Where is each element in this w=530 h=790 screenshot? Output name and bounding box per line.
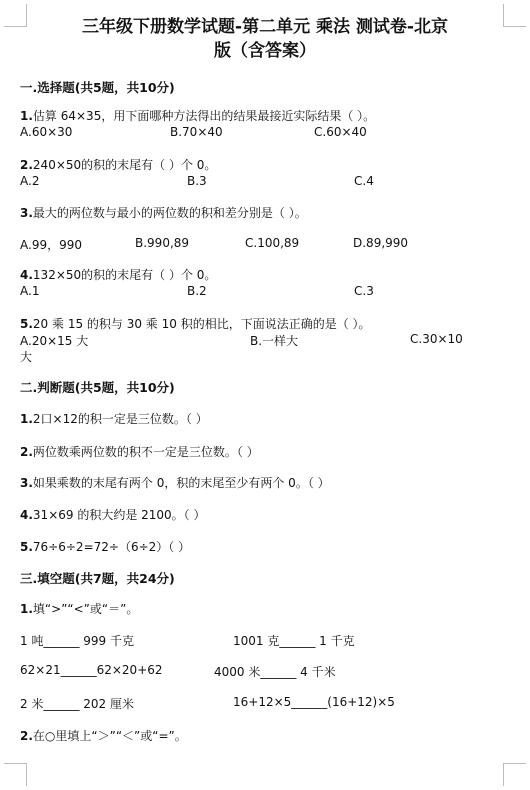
option-c: C.30×10 <box>410 332 463 346</box>
fill-in-item: 62×21______62×20+62 <box>20 663 163 677</box>
question-text: 3.如果乘数的末尾有两个 0，积的末尾至少有两个 0。（ ） <box>20 476 330 490</box>
question-text: 3.最大的两位数与最小的两位数的积和差分别是（ ）。 <box>20 206 307 220</box>
crop-mark-bottom-right <box>503 763 526 786</box>
option-c: C.100,89 <box>245 236 300 250</box>
fill-in-item: 1001 克______ 1 千克 <box>233 634 355 648</box>
fill-in-item: 16+12×5______(16+12)×5 <box>233 695 395 709</box>
question-text: 4.132×50的积的末尾有（ ）个 0。 <box>20 268 217 282</box>
option-a: A.99，990 <box>20 238 82 252</box>
option-d: D.89,990 <box>353 236 409 250</box>
option-b: B.一样大 <box>250 334 299 348</box>
page-title: 三年级下册数学试题-第二单元 乘法 测试卷-北京 <box>82 17 448 37</box>
question-text: 5.76÷6÷2=72÷（6÷2）（ ） <box>20 540 191 554</box>
crop-mark-bottom-left <box>4 763 27 786</box>
page-title-line2: 版（含答案） <box>214 41 316 61</box>
question-text: 2.两位数乘两位数的积不一定是三位数。（ ） <box>20 445 259 459</box>
option-a: A.1 <box>20 284 40 298</box>
fill-in-item: 1 吨______ 999 千克 <box>20 634 134 648</box>
question-text: 1.填“>”“<”或“＝”。 <box>20 602 139 616</box>
question-text: 1.估算 64×35，用下面哪种方法得出的结果最接近实际结果（ ）。 <box>20 109 376 123</box>
fill-in-item: 2 米______ 202 厘米 <box>20 697 134 711</box>
question-text: 5.20 乘 15 的积与 30 乘 10 积的相比，下面说法正确的是（ ）。 <box>20 317 371 331</box>
option-c-continued: 大 <box>20 350 33 364</box>
section-heading-fill-in: 三.填空题(共7题，共24分) <box>20 571 175 586</box>
option-c: C.3 <box>354 284 374 298</box>
question-text: 1.2口×12的积一定是三位数。（ ） <box>20 412 208 426</box>
option-c: C.60×40 <box>314 125 367 139</box>
question-text: 4.31×69 的积大约是 2100。（ ） <box>20 508 206 522</box>
option-a: A.2 <box>20 174 40 188</box>
option-a: A.20×15 大 <box>20 334 89 348</box>
option-b: B.2 <box>187 284 207 298</box>
option-b: B.3 <box>187 174 207 188</box>
section-heading-judgement: 二.判断题(共5题，共10分) <box>20 380 175 395</box>
question-text: 2.240×50的积的末尾有（ ）个 0。 <box>20 158 217 172</box>
fill-in-item: 4000 米______ 4 千米 <box>214 665 336 679</box>
section-heading-choice: 一.选择题(共5题，共10分) <box>20 80 175 95</box>
option-a: A.60×30 <box>20 125 73 139</box>
question-text: 2.在○里填上“＞”“＜”或“=”。 <box>20 729 187 743</box>
option-c: C.4 <box>354 174 374 188</box>
option-b: B.70×40 <box>170 125 223 139</box>
option-b: B.990,89 <box>135 236 190 250</box>
